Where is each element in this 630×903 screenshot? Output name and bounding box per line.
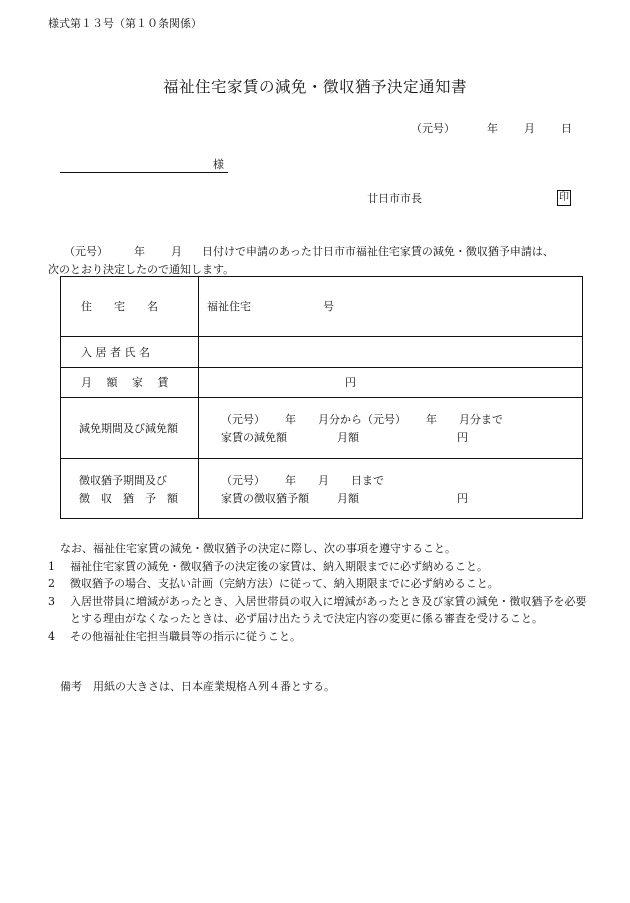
notes-lead: なお、福祉住宅家賃の減免・徴収猶予の決定に際し、次の事項を遵守すること。 — [60, 542, 456, 555]
row-label-cell — [61, 368, 199, 397]
label-reduction-period: 減免期間及び減免額 — [79, 422, 178, 435]
deferral-period-line: （元号） 年 月 日まで — [221, 474, 384, 487]
intro-line2: 次のとおり決定したので通知します。 — [48, 263, 235, 276]
table-row — [61, 459, 582, 518]
label-resident-name: 入 居 者 氏 名 — [81, 346, 150, 359]
item-number: 4 — [48, 629, 55, 643]
list-item — [48, 628, 588, 646]
item-number: 1 — [48, 559, 55, 573]
intro-line1: 日付けで申請のあった廿日市市福祉住宅家賃の減免・徴収猶予申請は、 — [202, 245, 554, 258]
label-deferral-period: 徴収猶予期間及び — [79, 474, 167, 487]
issuer-name: 廿日市市長 — [367, 192, 422, 205]
deferral-amount-label: 家賃の徴収猶予額 — [221, 492, 309, 505]
table-row — [61, 277, 582, 337]
table-row — [61, 398, 582, 459]
item-text: 福祉住宅家賃の減免・徴収猶予の決定後の家賃は、納入期限までに必ず納めること。 — [70, 559, 488, 573]
row-value-cell — [199, 398, 582, 458]
date-year: 年 — [487, 122, 498, 135]
housing-number-suffix: 号 — [323, 300, 334, 313]
table-row — [61, 368, 582, 398]
date-month: 月 — [524, 122, 535, 135]
list-item — [48, 593, 588, 628]
reduction-amount-label: 家賃の減免額 — [221, 431, 287, 444]
label-housing-name: 住 宅 名 — [81, 300, 158, 313]
date-era: （元号） — [411, 122, 455, 135]
issue-date — [411, 122, 572, 135]
row-label-cell — [61, 277, 199, 336]
monthly-rent-yen: 円 — [345, 376, 356, 389]
item-number: 2 — [48, 577, 55, 590]
list-item — [48, 558, 588, 576]
housing-prefix: 福祉住宅 — [207, 300, 251, 313]
row-label-cell — [61, 459, 199, 518]
decision-table — [60, 276, 583, 519]
list-item — [48, 575, 588, 593]
intro-year: 年 — [134, 245, 145, 258]
row-label-cell — [61, 398, 199, 458]
row-value-cell — [199, 459, 582, 518]
deferral-yen: 円 — [457, 492, 468, 505]
document-title: 福祉住宅家賃の減免・徴収猶予決定通知書 — [162, 78, 467, 96]
reduction-yen: 円 — [457, 431, 468, 444]
row-label-cell — [61, 337, 199, 367]
form-number: 様式第１３号（第１０条関係） — [48, 17, 202, 30]
row-value-cell — [199, 277, 582, 336]
intro-month: 月 — [171, 245, 182, 258]
item-text: その他福祉住宅担当職員等の指示に従うこと。 — [70, 629, 301, 643]
label-monthly-rent: 月 額 家 賃 — [81, 376, 169, 389]
notes-section — [48, 540, 588, 645]
table-row — [61, 337, 582, 368]
intro-era: （元号） — [64, 245, 108, 258]
date-day: 日 — [561, 122, 572, 135]
reduction-monthly-label: 月額 — [337, 431, 359, 444]
row-value-cell — [199, 368, 582, 397]
seal-box: 印 — [557, 190, 571, 206]
item-text: 入居世帯員に増減があったとき、入居世帯員の収入に増減があったとき及び家賃の減免・徴収猶予を必要とする理由がなくなったときは、必ず届け出たうえで決定内容の変更に係る審査を受けること。 — [70, 594, 587, 625]
item-text: 徴収猶予の場合、支払い計画（完納方法）に従って、納入期限までに必ず納めること。 — [70, 577, 499, 590]
reduction-period-line: （元号） 年 月分から（元号） 年 月分まで — [221, 413, 503, 426]
intro-paragraph — [48, 243, 588, 279]
item-number: 3 — [48, 594, 55, 608]
remarks: 備考 用紙の大きさは、日本産業規格Ａ列４番とする。 — [60, 680, 335, 693]
deferral-monthly-label: 月額 — [337, 492, 359, 505]
label-deferral-amount: 徴 収 猶 予 額 — [79, 492, 178, 505]
addressee-blank-line — [60, 172, 228, 173]
addressee-suffix: 様 — [213, 158, 224, 171]
row-value-cell — [199, 337, 582, 367]
